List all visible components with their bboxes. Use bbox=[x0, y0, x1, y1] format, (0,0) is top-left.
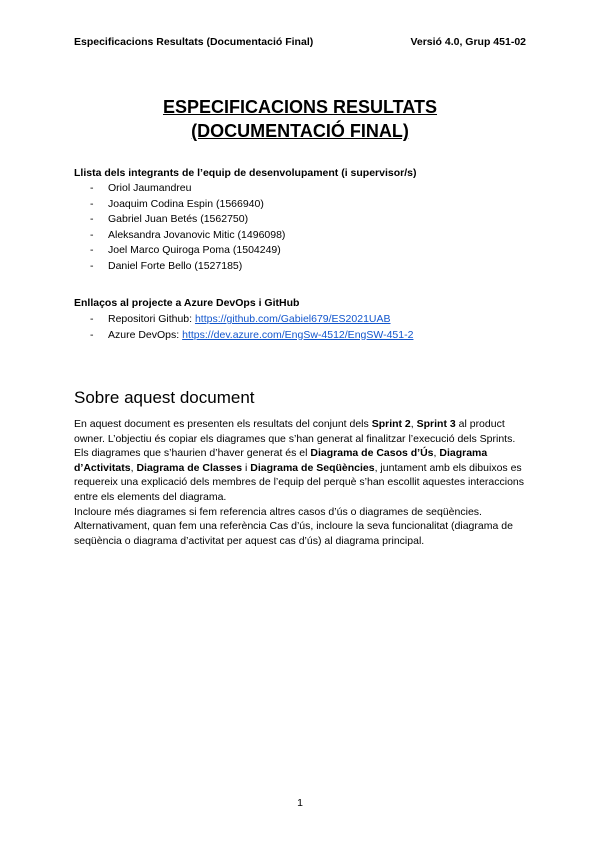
document-title-line1: ESPECIFICACIONS RESULTATS bbox=[162, 97, 438, 117]
page-header-version: Versió 4.0, Grup 451-02 bbox=[410, 36, 526, 48]
list-item: - Gabriel Juan Betés (1562750) bbox=[90, 212, 285, 228]
page-number: 1 bbox=[297, 797, 303, 809]
azure-link-label: Azure DevOps: bbox=[108, 328, 183, 341]
about-paragraph-3: Incloure més diagrames si fem referencia altres casos d’ús o diagrames de seqüències. bbox=[74, 505, 482, 518]
azure-link-item bbox=[90, 328, 413, 344]
links-section-label: Enllaços al projecte a Azure DevOps i GitHub bbox=[74, 297, 300, 309]
github-link-item bbox=[90, 312, 413, 328]
about-paragraph-2: Els diagrames que s’haurien d’haver generat és el Diagrama de Casos d’Ús, Diagrama d’Activitats, Diagrama de Classes i Diagrama de Seqüències, juntament amb els dibuixos es requereix una explicació dels membres de l’equip del perquè s’han escollit aquestes interaccions entre els elements del diagrama. bbox=[74, 447, 525, 503]
links-list bbox=[90, 312, 413, 343]
about-paragraph-4: Alternativament, quan fem una referència Cas d’ús, incloure la seva funcionalitat (diagrama de seqüència o diagrama d’activitat per aquest cas d’ús) al diagrama principal. bbox=[74, 520, 513, 547]
list-item: - Aleksandra Jovanovic Mitic (1496098) bbox=[90, 228, 285, 244]
list-item: - Daniel Forte Bello (1527185) bbox=[90, 259, 285, 275]
page-header-title: Especificacions Resultats (Documentació Final) bbox=[74, 36, 314, 48]
list-item: - Oriol Jaumandreu bbox=[90, 181, 285, 197]
document-title-line2: (DOCUMENTACIÓ FINAL) bbox=[191, 121, 409, 141]
about-body bbox=[74, 417, 534, 548]
github-link[interactable]: https://github.com/Gabiel679/ES2021UAB bbox=[194, 313, 391, 325]
github-link-label: Repositori Github: bbox=[108, 313, 195, 325]
azure-devops-link[interactable]: https://dev.azure.com/EngSw-4512/EngSW-451-2 bbox=[182, 328, 414, 341]
about-heading: Sobre aquest document bbox=[74, 388, 255, 407]
list-item: - Joaquim Codina Espin (1566940) bbox=[90, 197, 285, 213]
team-members-list bbox=[90, 181, 285, 274]
about-paragraph-1: En aquest document es presenten els resultats del conjunt dels Sprint 2, Sprint 3 al product owner. L’objectiu és copiar els diagrames que s’han generat al finalitzar l’execució dels Sprints. bbox=[74, 418, 516, 445]
team-section-label: Llista dels integrants de l’equip de desenvolupament (i supervisor/s) bbox=[74, 167, 417, 179]
list-item: - Joel Marco Quiroga Poma (1504249) bbox=[90, 243, 285, 259]
